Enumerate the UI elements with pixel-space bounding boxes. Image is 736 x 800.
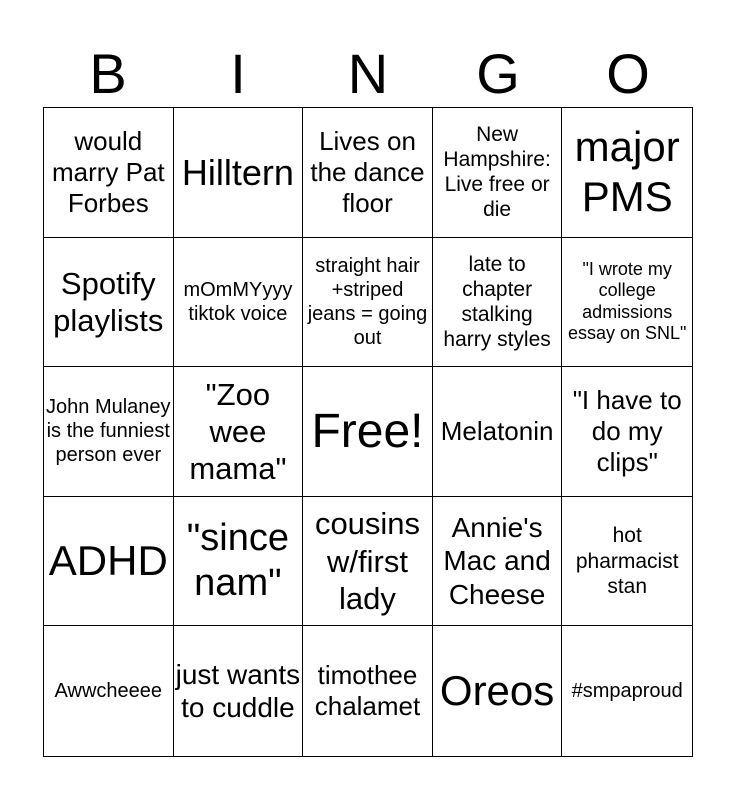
bingo-cell-r1-c4[interactable]: New Hampshire: Live free or die xyxy=(433,108,563,238)
bingo-cell-r2-c4[interactable]: late to chapter stalking harry styles xyxy=(433,238,563,368)
header-letter-o: O xyxy=(606,42,650,105)
bingo-cell-r3-c4[interactable]: Melatonin xyxy=(433,367,563,497)
bingo-grid xyxy=(43,107,693,757)
bingo-cell-r4-c3[interactable]: cousins w/first lady xyxy=(303,497,433,627)
header-letter-n: N xyxy=(347,42,389,105)
bingo-header xyxy=(43,38,693,110)
bingo-cell-r3-c1[interactable]: John Mulaney is the funniest person ever xyxy=(44,367,174,497)
bingo-cell-r5-c5[interactable]: #smpaproud xyxy=(571,680,683,703)
bingo-cell-r4-c2[interactable]: "since nam" xyxy=(174,497,304,627)
bingo-cell-r4-c4[interactable]: Annie's Mac and Cheese xyxy=(433,497,563,627)
bingo-cell-r1-c3[interactable]: Lives on the dance floor xyxy=(303,108,433,238)
bingo-cell-r1-c5[interactable]: major PMS xyxy=(562,108,692,238)
bingo-cell-r3-c5[interactable]: "I have to do my clips" xyxy=(562,367,692,497)
bingo-cell-r4-c1[interactable]: ADHD xyxy=(44,497,174,627)
free-space-cell[interactable]: Free! xyxy=(303,367,433,497)
bingo-cell-r2-c5[interactable]: "I wrote my college admissions essay on SNL" xyxy=(562,238,692,368)
bingo-cell-r1-c2[interactable]: Hilltern xyxy=(174,108,304,238)
header-letter-i: I xyxy=(230,42,246,105)
bingo-cell-r5-c4[interactable]: Oreos xyxy=(433,626,563,756)
header-letter-b: B xyxy=(89,42,127,105)
bingo-cell-r2-c3[interactable]: straight hair +striped jeans = going out xyxy=(303,238,433,368)
bingo-cell-r3-c2[interactable]: "Zoo wee mama" xyxy=(174,367,304,497)
bingo-cell-r5-c1[interactable]: Awwcheeee xyxy=(44,626,174,756)
bingo-cell-r2-c2[interactable]: mOmMYyyy tiktok voice xyxy=(174,238,304,368)
bingo-cell-r2-c1[interactable]: Spotify playlists xyxy=(44,238,174,368)
bingo-cell-r5-c3[interactable]: timothee chalamet xyxy=(303,626,433,756)
header-letter-g: G xyxy=(476,42,520,105)
bingo-cell-r1-c1[interactable]: would marry Pat Forbes xyxy=(44,108,174,238)
bingo-cell-r4-c5[interactable]: hot pharmacist stan xyxy=(562,497,692,627)
bingo-cell-r5-c2[interactable]: just wants to cuddle xyxy=(174,626,304,756)
